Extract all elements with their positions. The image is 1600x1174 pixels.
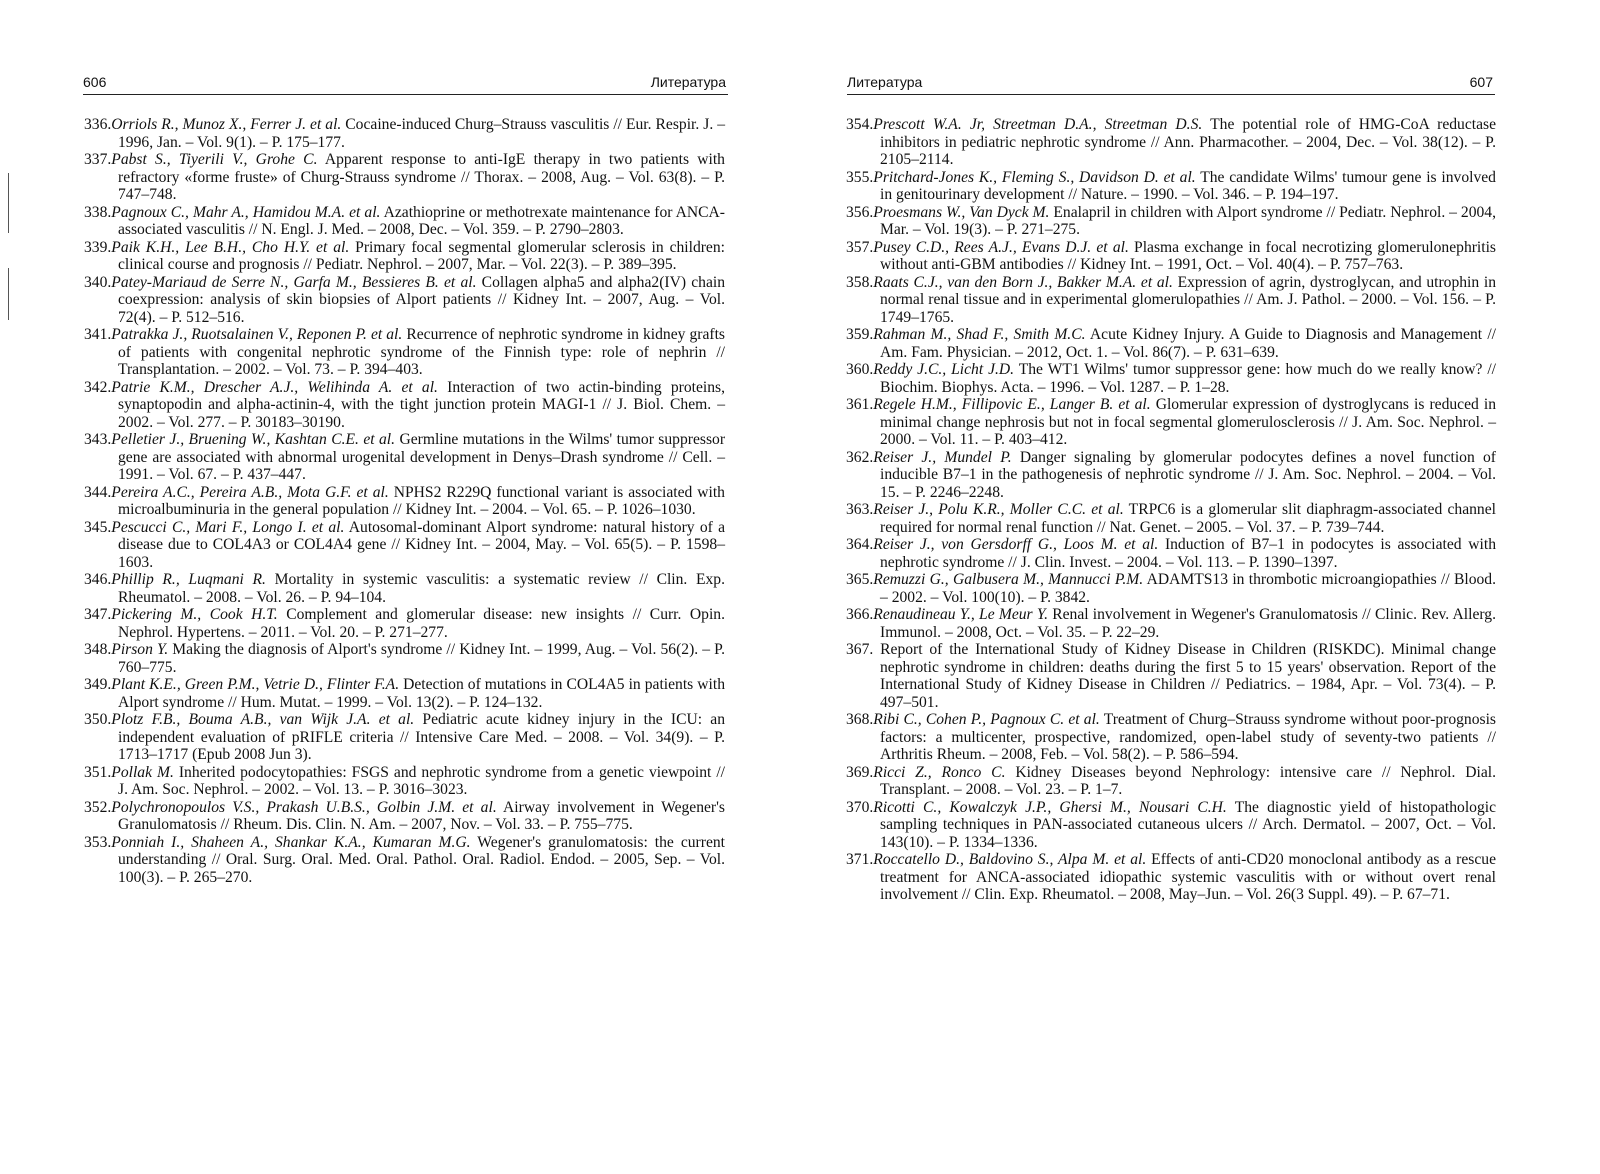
- reference-authors: Prescott W.A. Jr, Streetman D.A., Streetman D.S.: [873, 116, 1203, 133]
- reference-text: Collagen alpha5 and alpha2(IV) chain coexpression: analysis of skin biopsies of Alport patients // Kidney Int. – 2007, Aug. – Vol. 72(4). – P. 512–516.: [118, 273, 725, 326]
- reference-item: [846, 361, 1496, 396]
- reference-number: 350.: [84, 711, 112, 728]
- reference-number: 345.: [84, 518, 112, 536]
- reference-text: Report of the International Study of Kidney Disease in Children (RISKDC). Minimal change nephrotic syndrome in children: deaths during the first 5 to 15 years' observation. Report of the International Study of Kidney Disease in Children // Pediatrics. – 1984, Apr. – Vol. 73(4). – P. 497–501.: [873, 641, 1496, 711]
- reference-item: [84, 379, 725, 432]
- reference-number: 360.: [846, 361, 874, 378]
- reference-item: [846, 641, 1496, 711]
- reference-number: 341.: [84, 326, 112, 343]
- reference-item: [846, 606, 1496, 641]
- reference-text: Apparent response to anti-IgE therapy in two patients with refractory «forme fruste» of Churg-Strauss syndrome // Thorax. – 2008, Aug. – Vol. 63(8). – P. 747–748.: [118, 151, 725, 203]
- reference-authors: Pritchard-Jones K., Fleming S., Davidson D. et al.: [873, 168, 1196, 186]
- reference-text: Interaction of two actin-binding proteins, synaptopodin and alpha-actinin-4, with the tight junction protein MAGI-1 // J. Biol. Chem. – 2002. – Vol. 277. – P. 30183–30190.: [118, 378, 726, 431]
- reference-number: 337.: [84, 151, 112, 168]
- reference-item: [84, 711, 725, 764]
- reference-text: ADAMTS13 in thrombotic microangiopathies // Blood. – 2002. – Vol. 100(10). – P. 3842.: [880, 571, 1496, 606]
- reference-number: 357.: [846, 238, 874, 256]
- reference-number: 361.: [846, 396, 874, 413]
- reference-authors: Pelletier J., Bruening W., Kashtan C.E. et al.: [111, 431, 396, 448]
- running-title: Литература: [847, 74, 923, 90]
- reference-item: [846, 396, 1496, 449]
- reference-authors: Plant K.E., Green P.M., Vetrie D., Flinter F.A.: [111, 676, 400, 693]
- reference-text: The candidate Wilms' tumour gene is involved in genitourinary development // Nature. – 1990. – Vol. 346. – P. 194–197.: [880, 168, 1496, 203]
- reference-item: [84, 239, 725, 274]
- page-number: 606: [83, 74, 107, 90]
- reference-text: Effects of anti-CD20 monoclonal antibody as a rescue treatment for ANCA-associated idiopathic systemic vasculitis with or without overt renal involvement // Clin. Exp. Rheumatol. – 2008, May–Jun. – Vol. 26(3 Suppl. 49). – P. 67–71.: [880, 851, 1496, 903]
- reference-text: Wegener's granulomatosis: the current understanding // Oral. Surg. Oral. Med. Oral. Pathol. Oral. Radiol. Endod. – 2005, Sep. – Vol. 100(3). – P. 265–270.: [118, 833, 725, 886]
- reference-number: 355.: [846, 168, 874, 186]
- reference-authors: Polychronopoulos V.S., Prakash U.B.S., Golbin J.M. et al.: [111, 798, 497, 816]
- reference-number: 364.: [846, 536, 874, 553]
- reference-item: [84, 676, 725, 711]
- reference-item: [846, 536, 1496, 571]
- reference-authors: Ricotti C., Kowalczyk J.P., Ghersi M., Nousari C.H.: [873, 798, 1227, 816]
- reference-text: Enalapril in children with Alport syndrome // Pediatr. Nephrol. – 2004, Mar. – Vol. 19(3). – P. 271–275.: [880, 203, 1496, 238]
- reference-item: [84, 641, 725, 676]
- reference-number: 368.: [846, 711, 874, 728]
- reference-authors: Proesmans W., Van Dyck M.: [873, 203, 1050, 221]
- reference-item: [846, 851, 1496, 904]
- reference-number: 349.: [84, 676, 112, 693]
- reference-authors: Reiser J., von Gersdorff G., Loos M. et al.: [873, 536, 1159, 553]
- reference-item: [846, 501, 1496, 536]
- reference-text: Acute Kidney Injury. A Guide to Diagnosis and Management // Am. Fam. Physician. – 2012, Oct. 1. – Vol. 86(7). – P. 631–639.: [880, 326, 1496, 361]
- reference-authors: Pirson Y.: [111, 641, 169, 658]
- reference-item: [84, 571, 725, 606]
- reference-item: [84, 274, 725, 327]
- reference-item: [846, 274, 1496, 327]
- reference-authors: Patrakka J., Ruotsalainen V., Reponen P. et al.: [111, 326, 403, 343]
- reference-item: [84, 606, 725, 641]
- reference-text: Cocaine-induced Churg–Strauss vasculitis // Eur. Respir. J. – 1996, Jan. – Vol. 9(1). – P. 175–177.: [118, 116, 725, 151]
- reference-text: Induction of B7–1 in podocytes is associated with nephrotic syndrome // J. Clin. Invest. – 2004. – Vol. 113. – P. 1390–1397.: [880, 536, 1496, 571]
- reference-text: Expression of agrin, dystroglycan, and utrophin in normal renal tissue and in experimental glomerulopathies // Am. J. Pathol. – 2000. – Vol. 156. – P. 1749–1765.: [880, 273, 1496, 326]
- reference-item: [846, 169, 1496, 204]
- reference-authors: Pollak M.: [111, 763, 174, 781]
- reference-item: [84, 151, 725, 204]
- reference-authors: Regele H.M., Fillipovic E., Langer B. et al.: [873, 396, 1151, 413]
- reference-number: 352.: [84, 798, 112, 816]
- reference-number: 336.: [84, 116, 112, 133]
- reference-number: 363.: [846, 501, 874, 518]
- reference-authors: Phillip R., Luqmani R.: [111, 571, 266, 588]
- reference-text: The WT1 Wilms' tumor suppressor gene: how much do we really know? // Biochim. Biophys. Acta. – 1996. – Vol. 1287. – P. 1–28.: [880, 361, 1496, 396]
- reference-text: Mortality in systemic vasculitis: a systematic review // Clin. Exp. Rheumatol. – 2008. – Vol. 26. – P. 94–104.: [118, 571, 726, 606]
- reference-number: 358.: [846, 273, 874, 291]
- reference-text: Airway involvement in Wegener's Granulomatosis // Rheum. Dis. Clin. N. Am. – 2007, Nov. – Vol. 33. – P. 755–775.: [118, 798, 726, 833]
- reference-text: Pediatric acute kidney injury in the ICU: an independent evaluation of pRIFLE criteria // Intensive Care Med. – 2008. – Vol. 34(9). – P. 1713–1717 (Epub 2008 Jun 3).: [118, 711, 726, 763]
- reference-item: [84, 799, 725, 834]
- reference-list: [84, 116, 725, 886]
- reference-item: [846, 116, 1496, 169]
- reference-number: 348.: [84, 641, 112, 658]
- reference-text: Plasma exchange in focal necrotizing glomerulonephritis without anti-GBM antibodies // Kidney Int. – 1991, Oct. – Vol. 40(4). – P. 757–763.: [880, 238, 1496, 273]
- reference-authors: Pereira A.C., Pereira A.B., Mota G.F. et al.: [111, 483, 389, 501]
- reference-number: 344.: [84, 483, 112, 501]
- margin-rule: [8, 268, 9, 320]
- reference-authors: Raats C.J., van den Born J., Bakker M.A. et al.: [873, 273, 1173, 291]
- reference-authors: Rahman M., Shad F., Smith M.C.: [873, 326, 1086, 343]
- reference-item: [84, 834, 725, 887]
- reference-authors: Pagnoux C., Mahr A., Hamidou M.A. et al.: [111, 203, 381, 221]
- reference-item: [84, 431, 725, 484]
- reference-text: Complement and glomerular disease: new insights // Curr. Opin. Nephrol. Hypertens. – 2011. – Vol. 20. – P. 271–277.: [118, 606, 726, 641]
- reference-authors: Ponniah I., Shaheen A., Shankar K.A., Kumaran M.G.: [111, 833, 471, 851]
- reference-text: Azathioprine or methotrexate maintenance for ANCA-associated vasculitis // N. Engl. J. Med. – 2008, Dec. – Vol. 359. – P. 2790–2803.: [118, 203, 726, 238]
- reference-number: 340.: [84, 273, 112, 291]
- page-number: 607: [1469, 74, 1493, 90]
- reference-authors: Reiser J., Mundel P.: [873, 448, 1012, 466]
- reference-authors: Reiser J., Polu K.R., Moller C.C. et al.: [873, 501, 1124, 518]
- running-title: Литература: [650, 74, 726, 90]
- reference-number: 366.: [846, 606, 874, 623]
- reference-text: Treatment of Churg–Strauss syndrome without poor-prognosis factors: a multicenter, prospective, randomized, open-label study of seventy-two patients // Arthritis Rheum. – 2008, Feb. – Vol. 58(2). – P. 586–594.: [880, 711, 1496, 763]
- reference-text: TRPC6 is a glomerular slit diaphragm-associated channel required for normal renal function // Nat. Genet. – 2005. – Vol. 37. – P. 739–744.: [880, 501, 1496, 536]
- reference-item: [846, 449, 1496, 502]
- reference-number: 346.: [84, 571, 112, 588]
- right-page: [800, 0, 1600, 1174]
- reference-number: 354.: [846, 116, 874, 133]
- reference-number: 351.: [84, 763, 112, 781]
- reference-authors: Patey-Mariaud de Serre N., Garfa M., Bessieres B. et al.: [111, 273, 477, 291]
- reference-text: Autosomal-dominant Alport syndrome: natural history of a disease due to COL4A3 or COL4A4 gene // Kidney Int. – 2004, May. – Vol. 65(5). – P. 1598–1603.: [118, 518, 725, 571]
- margin-rule: [8, 173, 9, 233]
- reference-text: The diagnostic yield of histopathologic sampling techniques in PAN-associated cutaneous ulcers // Arch. Dermatol. – 2007, Oct. – Vol. 143(10). – P. 1334–1336.: [880, 798, 1496, 851]
- reference-authors: Patrie K.M., Drescher A.J., Welihinda A. et al.: [111, 378, 438, 396]
- reference-item: [846, 799, 1496, 852]
- reference-number: 353.: [84, 833, 112, 851]
- reference-text: Primary focal segmental glomerular sclerosis in children: clinical course and prognosis // Pediatr. Nephrol. – 2007, Mar. – Vol. 22(3). – P. 389–395.: [118, 238, 725, 273]
- reference-number: 367.: [846, 641, 874, 658]
- reference-authors: Paik K.H., Lee B.H., Cho H.Y. et al.: [111, 238, 350, 256]
- reference-text: Making the diagnosis of Alport's syndrome // Kidney Int. – 1999, Aug. – Vol. 56(2). – P. 760–775.: [118, 641, 725, 676]
- reference-number: 343.: [84, 431, 112, 448]
- reference-number: 342.: [84, 378, 112, 396]
- reference-authors: Roccatello D., Baldovino S., Alpa M. et al.: [873, 851, 1147, 868]
- reference-item: [84, 764, 725, 799]
- reference-text: Detection of mutations in COL4A5 in patients with Alport syndrome // Hum. Mutat. – 1999. – Vol. 13(2). – P. 124–132.: [118, 676, 725, 711]
- reference-text: Glomerular expression of dystroglycans is reduced in minimal change nephrosis but not in focal segmental glomerulosclerosis // J. Am. Soc. Nephrol. – 2000. – Vol. 11. – P. 403–412.: [880, 396, 1496, 448]
- reference-number: 359.: [846, 326, 874, 343]
- reference-item: [84, 484, 725, 519]
- reference-number: 371.: [846, 851, 874, 868]
- reference-number: 369.: [846, 763, 874, 781]
- reference-text: Recurrence of nephrotic syndrome in kidney grafts of patients with congenital nephrotic syndrome of the Finnish type: role of nephrin // Transplantation. – 2002. – Vol. 73. – P. 394–403.: [118, 326, 725, 378]
- reference-authors: Orriols R., Munoz X., Ferrer J. et al.: [111, 116, 342, 133]
- reference-authors: Reddy J.C., Licht J.D.: [873, 361, 1015, 378]
- reference-number: 338.: [84, 203, 112, 221]
- reference-item: [846, 204, 1496, 239]
- reference-text: Danger signaling by glomerular podocytes defines a novel function of inducible B7–1 in the pathogenesis of nephrotic syndrome // J. Am. Soc. Nephrol. – 2004. – Vol. 15. – P. 2246–2248.: [880, 448, 1496, 501]
- reference-authors: Renaudineau Y., Le Meur Y.: [873, 606, 1048, 623]
- reference-item: [84, 204, 725, 239]
- reference-item: [846, 711, 1496, 764]
- reference-number: 356.: [846, 203, 874, 221]
- reference-text: NPHS2 R229Q functional variant is associated with microalbuminuria in the general population // Kidney Int. – 2004. – Vol. 65. – P. 1026–1030.: [118, 483, 725, 518]
- reference-authors: Ribi C., Cohen P., Pagnoux C. et al.: [873, 711, 1100, 728]
- reference-item: [846, 326, 1496, 361]
- reference-item: [84, 519, 725, 572]
- reference-authors: Pabst S., Tiyerili V., Grohe C.: [111, 151, 318, 168]
- reference-number: 362.: [846, 448, 874, 466]
- reference-text: Renal involvement in Wegener's Granulomatosis // Clinic. Rev. Allerg. Immunol. – 2008, Oct. – Vol. 35. – P. 22–29.: [880, 606, 1497, 641]
- reference-item: [84, 116, 725, 151]
- reference-authors: Pescucci C., Mari F., Longo I. et al.: [111, 518, 345, 536]
- reference-authors: Pickering M., Cook H.T.: [111, 606, 278, 623]
- running-head: [847, 70, 1495, 95]
- reference-number: 347.: [84, 606, 112, 623]
- running-head: [83, 70, 728, 95]
- reference-text: Inherited podocytopathies: FSGS and nephrotic syndrome from a genetic viewpoint // J. Am. Soc. Nephrol. – 2002. – Vol. 13. – P. 3016–3023.: [118, 763, 725, 798]
- reference-list: [846, 116, 1496, 904]
- reference-text: Germline mutations in the Wilms' tumor suppressor gene are associated with abnormal urogenital development in Denys–Drash syndrome // Cell. – 1991. – Vol. 67. – P. 437–447.: [118, 431, 726, 483]
- reference-item: [846, 764, 1496, 799]
- reference-authors: Remuzzi G., Galbusera M., Mannucci P.M.: [873, 571, 1144, 588]
- reference-item: [846, 239, 1496, 274]
- reference-number: 339.: [84, 238, 112, 256]
- reference-number: 370.: [846, 798, 874, 816]
- reference-item: [84, 326, 725, 379]
- reference-item: [846, 571, 1496, 606]
- reference-text: The potential role of HMG-CoA reductase inhibitors in pediatric nephrotic syndrome // Ann. Pharmacother. – 2004, Dec. – Vol. 38(12). – P. 2105–2114.: [880, 116, 1497, 168]
- reference-authors: Ricci Z., Ronco C.: [873, 763, 1006, 781]
- reference-number: 365.: [846, 571, 874, 588]
- reference-text: Kidney Diseases beyond Nephrology: intensive care // Nephrol. Dial. Transplant. – 2008. – Vol. 23. – P. 1–7.: [880, 763, 1496, 798]
- reference-authors: Pusey C.D., Rees A.J., Evans D.J. et al.: [873, 238, 1129, 256]
- reference-authors: Plotz F.B., Bouma A.B., van Wijk J.A. et al.: [111, 711, 415, 728]
